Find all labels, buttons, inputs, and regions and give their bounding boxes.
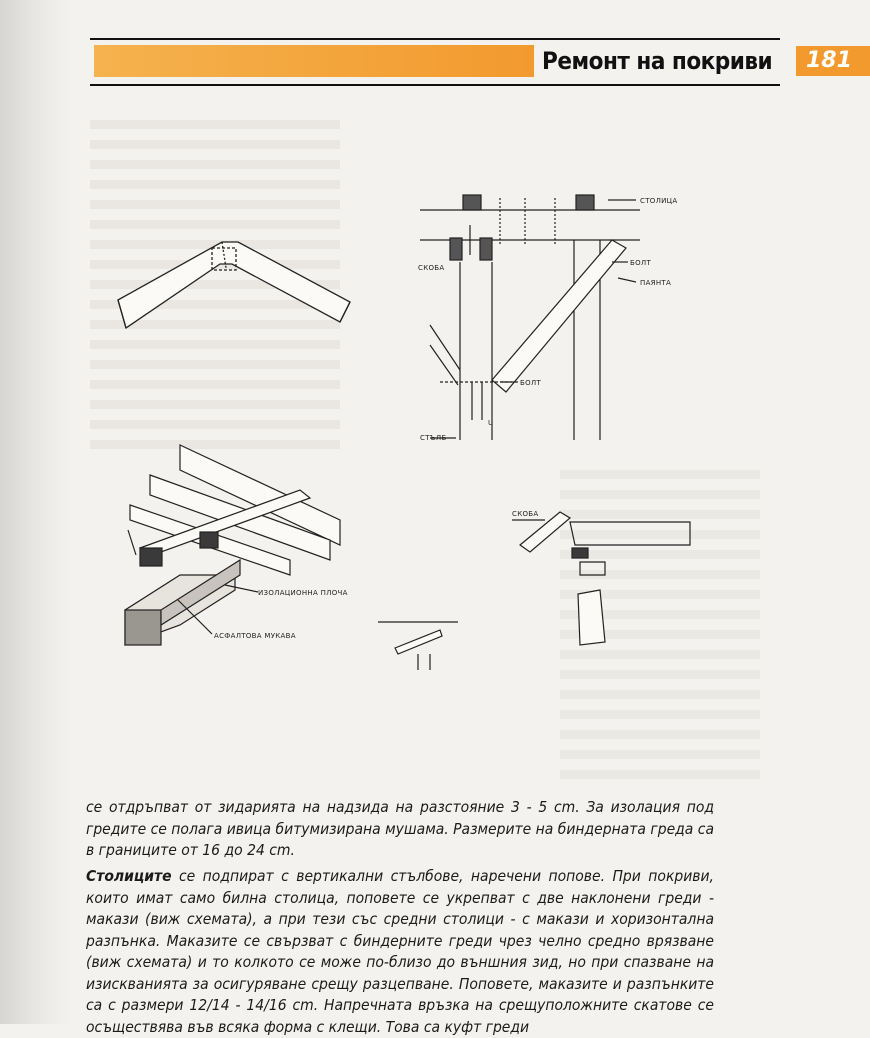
label-stolitsa: СТОЛИЦА — [640, 197, 678, 205]
body-paragraph-1: се отдръпват от зидарията на надзида на разстояние 3 - 5 cm. За изолация под гредите се полага ивица битумизирана мушама. Размерите на биндерната греда са в границите от 16 до 24 cm. — [86, 798, 714, 859]
label-insulation: ИЗОЛАЦИОННА ПЛОЧА — [258, 589, 348, 597]
page-number-box — [796, 46, 870, 76]
label-bolt-top: БОЛТ — [630, 259, 652, 267]
body-paragraph-2 — [86, 866, 714, 1038]
label-bracket-skoba: СКОБА — [512, 510, 539, 518]
label-u: U — [488, 419, 494, 427]
page-number: 181 — [806, 48, 852, 73]
label-skoba: СКОБА — [418, 264, 445, 272]
label-bolt-mid: БОЛТ — [520, 379, 542, 387]
paragraph-2-lead: Столиците — [86, 867, 172, 885]
label-stalb: СТЪЛБ — [420, 434, 447, 442]
paragraph-2-text: се подпират с вертикални стълбове, наречени попове. При покриви, които имат само билна столица, поповете се укрепват с две наклонени греди - макази (виж схемата), а при тези със средни столици - с макази и хоризонтална разпънка. Маказите се свързват с биндерните греди чрез челно средно врязване (виж схемата) и то колкото се може по-близо до външния зид, но при спазване на изискванията за осигуряване срещу разцепване. Поповете, маказите и разпънките са с размери 12/14 - 14/16 cm. Напречната връзка на срещуположните скатове се осъществява във всяка форма с клещи. Това са куфт греди — [86, 867, 714, 1036]
page-title: Ремонт на покриви — [542, 47, 773, 75]
label-asphalt: АСФАЛТОВА МУКАВА — [214, 632, 296, 640]
label-payita: ПАЯНТА — [640, 279, 672, 287]
